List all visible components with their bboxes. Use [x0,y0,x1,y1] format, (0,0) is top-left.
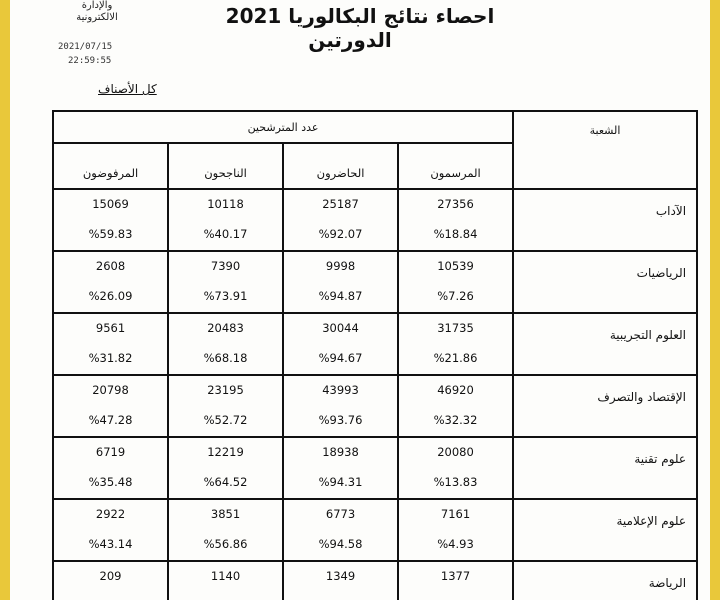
present-count: 9998 [325,259,356,273]
cell-passed [168,499,283,561]
registered-count: 10539 [437,259,474,273]
table-row [53,499,697,561]
table-row [53,437,697,499]
cell-passed [168,189,283,251]
present-percent: %94.87 [318,289,363,303]
cell-registered [398,251,513,313]
present-count: 18938 [322,445,359,459]
cell-failed [53,437,168,499]
table-row [53,375,697,437]
table-row [53,561,697,600]
cell-present [283,375,398,437]
passed-percent: %40.17 [203,227,248,241]
failed-count: 20798 [92,383,129,397]
branch-name: الإقتصاد والتصرف [513,375,697,437]
present-percent [284,594,397,598]
registered-percent: %21.86 [433,351,478,365]
col-header-registered: المرسمون [398,143,513,189]
cell-present [283,561,398,600]
document-subtitle: الدورتين [308,28,392,52]
cell-passed [168,313,283,375]
failed-count: 2608 [95,259,126,273]
branch-name: الآداب [513,189,697,251]
present-percent: %94.58 [318,537,363,551]
failed-percent [54,594,167,598]
registered-percent: %32.32 [433,413,478,427]
registered-percent: %18.84 [433,227,478,241]
document-page [10,0,710,600]
passed-count: 23195 [207,383,244,397]
failed-count: 9561 [95,321,126,335]
failed-percent: %43.14 [88,537,133,551]
present-count: 6773 [325,507,356,521]
table-row [53,189,697,251]
present-count: 1349 [325,569,356,583]
table-row [53,313,697,375]
candidates-group-header: عدد المترشحين [53,111,513,143]
cell-passed [168,437,283,499]
failed-count: 209 [99,569,122,583]
cell-present [283,499,398,561]
cell-passed [168,561,283,600]
registered-count: 1377 [440,569,471,583]
branch-header: الشعبة [513,111,697,189]
cell-passed [168,375,283,437]
org-name [62,0,132,24]
document-title: احصاء نتائج البكالوريا 2021 [225,4,495,28]
cell-failed [53,561,168,600]
branch-name: علوم تقنية [513,437,697,499]
org-line-2: والإدارة الالكترونية [76,0,118,23]
scope-label: كل الأصناف [98,82,157,96]
cell-present [283,313,398,375]
table-header-row [53,111,697,143]
table-body [53,189,697,600]
cell-failed [53,313,168,375]
failed-percent: %59.83 [88,227,133,241]
cell-registered [398,189,513,251]
present-percent: %92.07 [318,227,363,241]
present-count: 25187 [322,197,359,211]
failed-count: 6719 [95,445,126,459]
cell-registered [398,437,513,499]
registered-percent: %13.83 [433,475,478,489]
passed-percent: %64.52 [203,475,248,489]
cell-registered [398,313,513,375]
col-header-failed: المرفوضون [53,143,168,189]
cell-present [283,251,398,313]
registered-count: 7161 [440,507,471,521]
registered-count: 31735 [437,321,474,335]
cell-present [283,189,398,251]
passed-count: 10118 [207,197,244,211]
present-count: 30044 [322,321,359,335]
present-percent: %94.31 [318,475,363,489]
cell-registered [398,375,513,437]
results-table [52,110,698,600]
failed-percent: %31.82 [88,351,133,365]
branch-name: العلوم التجريبية [513,313,697,375]
cell-present [283,437,398,499]
present-count: 43993 [322,383,359,397]
present-percent: %94.67 [318,351,363,365]
passed-percent: %52.72 [203,413,248,427]
cell-registered [398,561,513,600]
passed-percent: %68.18 [203,351,248,365]
print-time: 22:59:55 [68,56,112,66]
present-percent: %93.76 [318,413,363,427]
failed-count: 15069 [92,197,129,211]
passed-count: 12219 [207,445,244,459]
cell-failed [53,251,168,313]
registered-percent: %4.93 [437,537,474,551]
passed-percent: %73.91 [203,289,248,303]
print-date: 2021/07/15 [58,42,113,52]
col-header-present: الحاضرون [283,143,398,189]
passed-percent [169,594,282,598]
registered-count: 20080 [437,445,474,459]
passed-count: 3851 [210,507,241,521]
registered-count: 27356 [437,197,474,211]
cell-failed [53,375,168,437]
cell-failed [53,499,168,561]
passed-count: 7390 [210,259,241,273]
failed-percent: %47.28 [88,413,133,427]
failed-percent: %35.48 [88,475,133,489]
registered-percent: %7.26 [437,289,474,303]
branch-name: الرياضة [513,561,697,600]
branch-name: علوم الإعلامية [513,499,697,561]
passed-percent: %56.86 [203,537,248,551]
passed-count: 20483 [207,321,244,335]
table-row [53,251,697,313]
branch-name: الرياضيات [513,251,697,313]
col-header-passed: الناجحون [168,143,283,189]
failed-percent: %26.09 [88,289,133,303]
failed-count: 2922 [95,507,126,521]
cell-failed [53,189,168,251]
passed-count: 1140 [210,569,241,583]
registered-count: 46920 [437,383,474,397]
registered-percent [399,594,512,598]
cell-passed [168,251,283,313]
cell-registered [398,499,513,561]
